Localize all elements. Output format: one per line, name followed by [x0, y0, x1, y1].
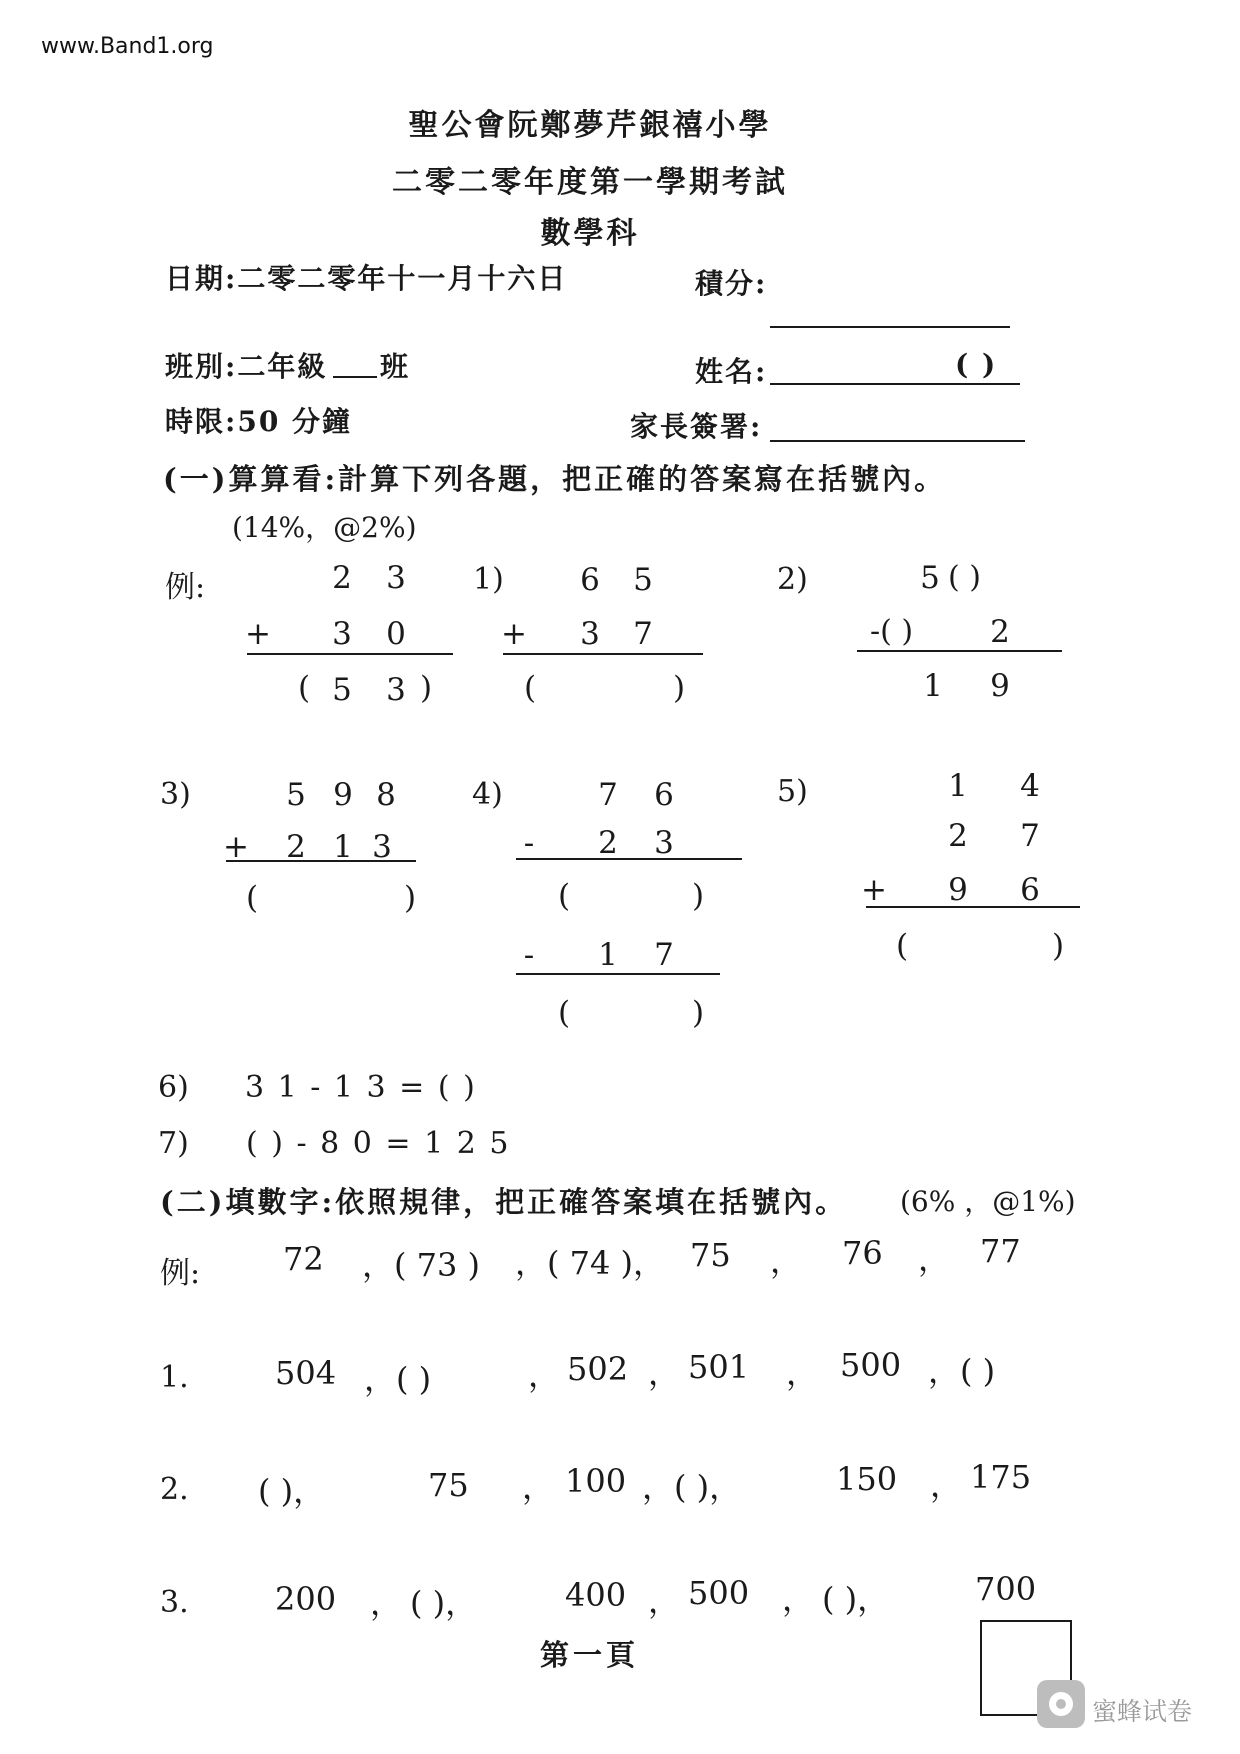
q7-expression: ( ) - 8 0 = 1 2 5 — [246, 1126, 511, 1161]
class-number-paren: ( ) — [955, 348, 998, 381]
operator: + — [245, 616, 271, 652]
score-label: 積分: — [695, 267, 768, 300]
digit: 3 — [372, 829, 392, 865]
digit: 6 — [580, 562, 600, 598]
sequence-value: 77 — [980, 1232, 1021, 1270]
operator: + — [223, 829, 249, 865]
watermark-logo-icon — [1037, 1680, 1085, 1728]
digit: 6 — [654, 777, 674, 813]
example-label: 例: — [160, 1256, 201, 1291]
sequence-separator: ， — [370, 1584, 403, 1622]
digit: 3 — [332, 616, 352, 652]
digit: 4 — [1020, 768, 1040, 804]
sequence-value: 150 — [836, 1460, 898, 1498]
digit: 3 — [580, 616, 600, 652]
class-suffix: 班 — [380, 350, 411, 383]
close-paren: ) — [404, 880, 417, 916]
exam-title: 二零二零年度第一學期考試 — [392, 165, 788, 200]
section2-heading: (二)填數字:依照規律，把正確答案填在括號內。 — [160, 1185, 848, 1219]
digit: 2 — [332, 560, 352, 596]
q6-expression: 3 1 - 1 3 = ( ) — [245, 1070, 477, 1105]
sum-line — [866, 906, 1080, 908]
close-paren: ) — [420, 670, 433, 706]
difference-line — [516, 973, 720, 975]
blank-paren[interactable]: ( ) — [948, 560, 981, 595]
sequence-separator: ， — [930, 1466, 963, 1504]
name-label: 姓名: — [695, 355, 768, 388]
digit: 8 — [376, 777, 396, 813]
sum-line — [857, 650, 1062, 652]
sequence-value: 175 — [970, 1458, 1032, 1496]
sequence-value: 700 — [975, 1570, 1037, 1608]
open-paren: ( — [524, 670, 537, 706]
sequence-value: 76 — [842, 1234, 883, 1272]
question-number: 1. — [160, 1360, 189, 1395]
open-paren: ( — [298, 670, 311, 706]
sum-line — [516, 858, 742, 860]
open-paren: ( — [558, 878, 571, 914]
question-number: 5) — [777, 774, 808, 809]
digit: 2 — [598, 825, 618, 861]
operator-blank[interactable]: -( ) — [870, 614, 914, 649]
sequence-value: 502 — [567, 1350, 629, 1388]
sum-line — [247, 653, 453, 655]
score-line[interactable] — [770, 326, 1010, 328]
example-label: 例: — [165, 570, 206, 605]
open-paren: ( — [246, 880, 259, 916]
digit: 5 — [633, 562, 653, 598]
close-paren: ) — [692, 878, 705, 914]
question-number: 2. — [160, 1472, 189, 1507]
question-number: 3) — [160, 777, 191, 812]
watermark-text: 蜜蜂试卷 — [1092, 1697, 1193, 1726]
sequence-separator: ， — [648, 1354, 681, 1392]
digit: 1 — [333, 829, 353, 865]
sequence-separator: ， — [648, 1582, 681, 1620]
time-limit: 時限:50 分鐘 — [165, 405, 353, 438]
section2-marks: (6% ，@1%) — [900, 1185, 1076, 1218]
parent-sign-line[interactable] — [770, 440, 1025, 442]
digit: 1 — [598, 937, 618, 973]
section1-marks: (14%，@2%) — [232, 511, 417, 544]
sequence-value: 500 — [840, 1346, 902, 1384]
operator: - — [523, 937, 535, 973]
sequence-blank[interactable]: ，( ) — [928, 1352, 996, 1390]
sequence-value: 75 — [690, 1236, 731, 1274]
question-number: 4) — [472, 777, 503, 812]
parent-sign-label: 家長簽署: — [630, 410, 763, 443]
digit: 9 — [990, 668, 1010, 704]
sequence-blank[interactable]: ( )， — [410, 1584, 478, 1622]
sequence-separator: ， — [528, 1356, 561, 1394]
digit: 5 — [286, 777, 306, 813]
open-paren: ( — [896, 928, 909, 964]
question-number: 6) — [158, 1070, 189, 1105]
sequence-value: ，( 74 )， — [515, 1244, 666, 1282]
digit: 9 — [333, 777, 353, 813]
sequence-separator: ， — [786, 1354, 819, 1392]
digit: 7 — [1020, 818, 1040, 854]
digit: 7 — [654, 937, 674, 973]
site-url: www.Band1.org — [41, 34, 214, 59]
name-line[interactable] — [770, 383, 1020, 385]
digit: 0 — [386, 616, 406, 652]
digit: 6 — [1020, 872, 1040, 908]
sequence-value: 500 — [688, 1574, 750, 1612]
digit: 1 — [923, 668, 943, 704]
open-paren: ( — [558, 995, 571, 1031]
digit: 9 — [948, 872, 968, 908]
exam-date: 日期:二零二零年十一月十六日 — [165, 262, 568, 295]
sequence-value: 200 — [275, 1580, 337, 1618]
sequence-separator: ， — [782, 1580, 815, 1618]
operator: - — [523, 825, 535, 861]
sequence-value: 100 — [565, 1462, 627, 1500]
digit: 2 — [948, 818, 968, 854]
close-paren: ) — [692, 995, 705, 1031]
sequence-separator: ， — [918, 1240, 951, 1278]
sum-line — [503, 653, 703, 655]
question-number: 2) — [777, 562, 808, 597]
page-number: 第一頁 — [540, 1638, 640, 1672]
class-label: 班別:二年級 — [165, 350, 328, 383]
operator: + — [501, 616, 527, 652]
sequence-separator: ， — [522, 1468, 555, 1506]
class-blank[interactable] — [333, 376, 377, 378]
sequence-value: 501 — [688, 1348, 750, 1386]
digit: 3 — [654, 825, 674, 861]
digit: 7 — [633, 616, 653, 652]
question-number: 7) — [158, 1126, 189, 1161]
digit: 5 — [920, 560, 940, 596]
digit: 2 — [286, 829, 306, 865]
sequence-blank[interactable]: ，( ) — [364, 1360, 432, 1398]
sequence-value: 504 — [275, 1354, 337, 1392]
question-number: 3. — [160, 1585, 189, 1620]
section1-heading: (一)算算看:計算下列各題，把正確的答案寫在括號內。 — [163, 462, 947, 496]
question-number: 1) — [473, 562, 504, 597]
sequence-value: ，( 73 ) — [362, 1246, 481, 1284]
close-paren: ) — [1052, 928, 1065, 964]
digit: 3 — [386, 560, 406, 596]
sequence-blank[interactable]: ( )， — [258, 1472, 326, 1510]
sequence-blank[interactable]: ( )， — [822, 1580, 890, 1618]
school-name: 聖公會阮鄭夢芹銀禧小學 — [408, 108, 772, 143]
digit: 3 — [386, 672, 406, 708]
digit: 5 — [332, 672, 352, 708]
digit: 2 — [990, 614, 1010, 650]
sequence-blank[interactable]: ，( )， — [642, 1468, 742, 1506]
sequence-value: 75 — [428, 1466, 469, 1504]
subject-title: 數學科 — [540, 216, 640, 251]
operator: + — [861, 872, 887, 908]
digit: 1 — [948, 768, 968, 804]
close-paren: ) — [673, 670, 686, 706]
sequence-value: 72 — [283, 1240, 324, 1278]
sum-line — [226, 860, 416, 862]
sequence-value: 400 — [565, 1576, 627, 1614]
sequence-separator: ， — [770, 1242, 803, 1280]
digit: 7 — [598, 777, 618, 813]
